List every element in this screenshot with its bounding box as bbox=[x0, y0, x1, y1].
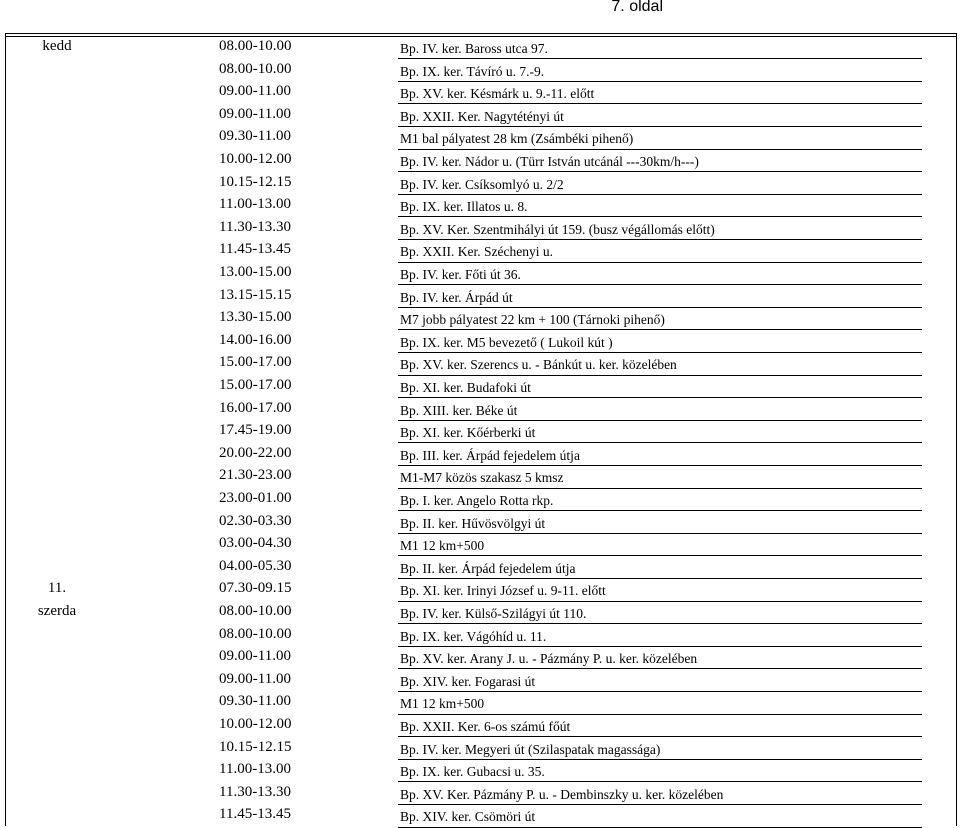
time-cell: 11.00-13.00 bbox=[219, 196, 291, 213]
time-cell: 10.15-12.15 bbox=[219, 738, 292, 755]
time-cell: 09.00-11.00 bbox=[219, 648, 291, 665]
table-row bbox=[0, 465, 960, 488]
table-row bbox=[0, 669, 960, 692]
table-row bbox=[0, 782, 960, 805]
table-row bbox=[0, 556, 960, 579]
time-cell: 13.30-15.00 bbox=[219, 309, 292, 326]
location-cell: Bp. XXII. Ker. Széchenyi u. bbox=[400, 244, 553, 260]
location-cell: Bp. XIV. ker. Csömöri út bbox=[400, 809, 536, 825]
location-cell: Bp. IX. ker. Illatos u. 8. bbox=[400, 199, 528, 215]
time-cell: 04.00-05.30 bbox=[219, 557, 292, 574]
time-cell: 08.00-10.00 bbox=[219, 60, 292, 77]
time-cell: 09.00-11.00 bbox=[219, 105, 291, 122]
table-row bbox=[0, 533, 960, 556]
table-row bbox=[0, 172, 960, 195]
time-cell: 20.00-22.00 bbox=[219, 444, 292, 461]
location-cell: Bp. IV. ker. Árpád út bbox=[400, 289, 513, 305]
time-cell: 08.00-10.00 bbox=[219, 603, 292, 619]
location-cell: M1 bal pályatest 28 km (Zsámbéki pihenő) bbox=[400, 131, 634, 147]
time-cell: 07.30-09.15 bbox=[219, 580, 292, 597]
row-underline bbox=[398, 827, 922, 828]
time-cell: 13.00-15.00 bbox=[219, 264, 292, 280]
day-cell: 11. bbox=[47, 580, 67, 597]
time-cell: 11.00-13.00 bbox=[219, 761, 291, 778]
time-cell: 23.00-01.00 bbox=[219, 490, 292, 506]
table-row bbox=[0, 59, 960, 82]
table-row bbox=[0, 262, 960, 285]
time-cell: 11.45-13.45 bbox=[219, 806, 291, 823]
location-cell: Bp. II. ker. Árpád fejedelem útja bbox=[400, 560, 576, 576]
time-cell: 08.00-10.00 bbox=[219, 38, 292, 54]
table-row bbox=[0, 104, 960, 127]
location-cell: Bp. IV. ker. Megyeri út (Szilaspatak magassága) bbox=[400, 741, 661, 757]
location-cell: Bp. IX. ker. M5 bevezető ( Lukoil kút ) bbox=[400, 334, 613, 350]
time-cell: 08.00-10.00 bbox=[219, 625, 292, 642]
location-cell: Bp. XIII. ker. Béke út bbox=[400, 402, 518, 418]
location-cell: Bp. IX. ker. Távíró u. 7.-9. bbox=[400, 63, 545, 79]
table-row bbox=[0, 624, 960, 647]
table-row bbox=[0, 375, 960, 398]
location-cell: Bp. XIV. ker. Fogarasi út bbox=[400, 673, 536, 689]
location-cell: Bp. XI. ker. Budafoki út bbox=[400, 380, 531, 395]
day-cell: szerda bbox=[37, 603, 77, 619]
table-row bbox=[0, 285, 960, 308]
time-cell: 09.30-11.00 bbox=[219, 693, 291, 710]
table-row bbox=[0, 737, 960, 760]
location-cell: Bp. III. ker. Árpád fejedelem útja bbox=[400, 447, 580, 463]
table-row bbox=[0, 126, 960, 149]
time-cell: 10.00-12.00 bbox=[219, 716, 292, 732]
time-cell: 09.00-11.00 bbox=[219, 83, 291, 100]
table-row bbox=[0, 691, 960, 714]
table-row bbox=[0, 759, 960, 782]
table-row bbox=[0, 601, 960, 624]
table-row bbox=[0, 330, 960, 353]
time-cell: 09.00-11.00 bbox=[219, 670, 291, 687]
location-cell: Bp. IX. ker. Vágóhíd u. 11. bbox=[400, 628, 547, 644]
table-row bbox=[0, 307, 960, 330]
time-cell: 09.30-11.00 bbox=[219, 128, 291, 145]
time-cell: 13.15-15.15 bbox=[219, 286, 292, 303]
location-cell: Bp. IX. ker. Gubacsi u. 35. bbox=[400, 764, 545, 780]
time-cell: 03.00-04.30 bbox=[219, 535, 292, 552]
table-row bbox=[0, 81, 960, 104]
table-row bbox=[0, 194, 960, 217]
time-cell: 21.30-23.00 bbox=[219, 467, 292, 484]
time-cell: 02.30-03.30 bbox=[219, 512, 292, 529]
table-row bbox=[0, 239, 960, 262]
time-cell: 11.30-13.30 bbox=[219, 218, 291, 235]
table-row bbox=[0, 398, 960, 421]
time-cell: 10.15-12.15 bbox=[219, 173, 292, 190]
location-cell: M1 12 km+500 bbox=[400, 538, 485, 554]
day-cell: kedd bbox=[42, 38, 72, 54]
location-cell: Bp. XV. ker. Késmárk u. 9.-11. előtt bbox=[400, 86, 595, 102]
table-row bbox=[0, 804, 960, 827]
location-cell: M7 jobb pályatest 22 km + 100 (Tárnoki pihenő) bbox=[400, 312, 665, 328]
location-cell: M1 12 km+500 bbox=[400, 696, 485, 712]
time-cell: 11.30-13.30 bbox=[219, 783, 291, 800]
table-row bbox=[0, 714, 960, 737]
location-cell: M1-M7 közös szakasz 5 kmsz bbox=[400, 470, 564, 486]
time-cell: 17.45-19.00 bbox=[219, 422, 292, 439]
table-row bbox=[0, 443, 960, 466]
time-cell: 16.00-17.00 bbox=[219, 399, 292, 416]
location-cell: Bp. IV. ker. Csíksomlyó u. 2/2 bbox=[400, 176, 564, 192]
location-cell: Bp. II. ker. Hűvösvölgyi út bbox=[400, 515, 546, 531]
table-row bbox=[0, 646, 960, 669]
location-cell: Bp. XXII. Ker. 6-os számú főút bbox=[400, 719, 571, 734]
location-cell: Bp. IV. ker. Baross utca 97. bbox=[400, 41, 548, 56]
table-row bbox=[0, 36, 960, 59]
location-cell: Bp. IV. ker. Külső-Szilágyi út 110. bbox=[400, 606, 587, 621]
table-row bbox=[0, 217, 960, 240]
location-cell: Bp. XI. ker. Irinyi József u. 9-11. előtt bbox=[400, 583, 606, 599]
table-row bbox=[0, 511, 960, 534]
location-cell: Bp. XV. ker. Arany J. u. - Pázmány P. u. ker. közelében bbox=[400, 651, 698, 667]
table-row bbox=[0, 578, 960, 601]
location-cell: Bp. XV. Ker. Szentmihályi út 159. (busz végállomás előtt) bbox=[400, 221, 715, 237]
table-row bbox=[0, 488, 960, 511]
location-cell: Bp. IV. ker. Nádor u. (Türr István utcánál ---30km/h---) bbox=[400, 154, 699, 169]
time-cell: 11.45-13.45 bbox=[219, 241, 291, 258]
location-cell: Bp. XV. ker. Szerencs u. - Bánkút u. ker. közelében bbox=[400, 357, 677, 373]
table-row bbox=[0, 420, 960, 443]
location-cell: Bp. IV. ker. Főti út 36. bbox=[400, 267, 521, 282]
time-cell: 14.00-16.00 bbox=[219, 331, 292, 348]
time-cell: 15.00-17.00 bbox=[219, 354, 292, 371]
time-cell: 10.00-12.00 bbox=[219, 151, 292, 167]
location-cell: Bp. I. ker. Angelo Rotta rkp. bbox=[400, 493, 554, 508]
location-cell: Bp. XV. Ker. Pázmány P. u. - Dembinszky u. ker. közelében bbox=[400, 786, 724, 802]
time-cell: 15.00-17.00 bbox=[219, 377, 292, 393]
table-row bbox=[0, 352, 960, 375]
location-cell: Bp. XI. ker. Kőérberki út bbox=[400, 425, 536, 441]
table-row bbox=[0, 149, 960, 172]
page-number-label: 7. oldal bbox=[611, 0, 663, 15]
location-cell: Bp. XXII. Ker. Nagytétényi út bbox=[400, 108, 564, 124]
